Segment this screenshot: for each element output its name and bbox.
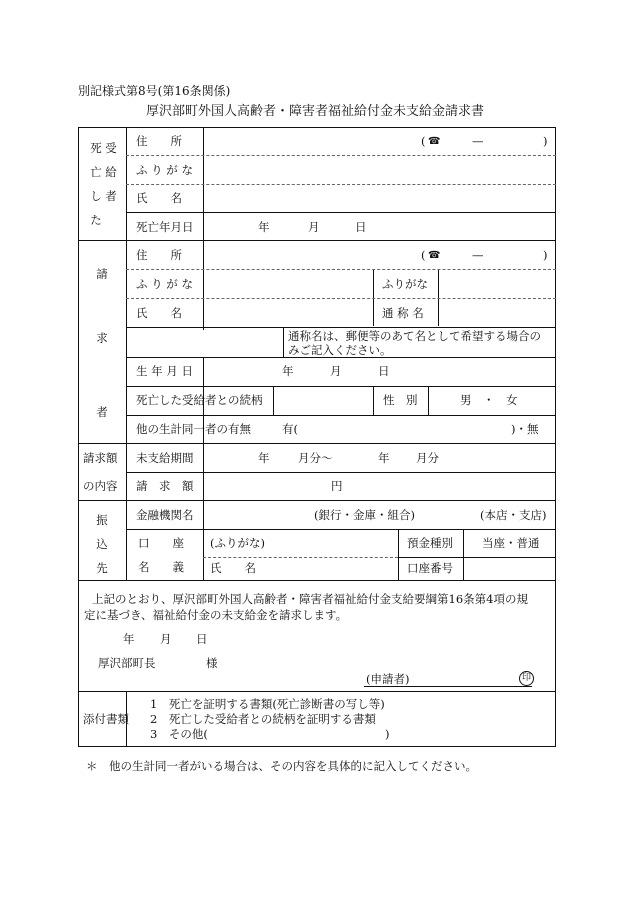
group-divider (126, 127, 127, 580)
deposit-type-label: 預金種別 (407, 536, 453, 550)
alias-furigana-field[interactable] (443, 276, 551, 292)
deceased-name-field[interactable] (208, 190, 548, 206)
phone-icon: ☎ (428, 136, 441, 147)
period-to-year: 年 (378, 451, 390, 465)
section-divider (78, 691, 556, 692)
yen-label: 円 (331, 479, 343, 493)
deceased-group-char: 受 (105, 141, 117, 155)
dashed-divider (126, 155, 556, 156)
period-to-month: 月分 (416, 451, 439, 465)
applicant-signature-field[interactable] (418, 671, 518, 687)
attachment-item: 3 その他( (150, 727, 208, 741)
addressee-honorific: 様 (206, 656, 218, 670)
phone-icon: ☎ (428, 250, 441, 261)
relation-field[interactable] (278, 392, 368, 408)
account-holder-label: 口 座 (138, 536, 184, 550)
birth-day-label: 日 (378, 364, 390, 378)
transfer-group-char: 先 (96, 561, 108, 575)
alias-label: 通 称 名 (382, 306, 424, 320)
label-divider (373, 386, 374, 415)
declaration-month: 月 (160, 632, 172, 646)
claim-form-table (78, 127, 556, 747)
claimant-group-char: 求 (96, 331, 108, 345)
deceased-group-char: 死 (90, 141, 102, 155)
form-title: 厚沢部町外国人高齢者・障害者福祉給付金未支給金請求書 (145, 104, 484, 119)
attachment-item: 1 死亡を証明する書類(死亡診断書の写し等) (150, 697, 385, 711)
dashed-divider (203, 557, 398, 558)
alias-note: 通称名は、郵便等のあて名として希望する場合の (288, 329, 541, 343)
bank-label: 金融機関名 (136, 508, 194, 522)
alias-field[interactable] (443, 305, 551, 321)
death-date-label: 死亡年月日 (136, 220, 194, 234)
period-from-year: 年 (258, 451, 270, 465)
deposit-type-options[interactable]: 当座・普通 (482, 536, 540, 550)
birth-month-label: 月 (330, 364, 342, 378)
attachment-item-close: ) (385, 727, 390, 741)
phone-open: ( (421, 134, 426, 148)
period-from-month: 月分〜 (298, 451, 333, 465)
claimant-group-char: 者 (96, 405, 108, 419)
seal-mark-icon: 印 (519, 671, 534, 686)
footnote: ＊ 他の生計同一者がいる場合は、その内容を具体的に記入してください。 (86, 759, 477, 773)
holder-name-field[interactable] (268, 560, 393, 576)
dashed-divider (126, 269, 556, 270)
section-divider (78, 443, 556, 444)
bank-type-options[interactable]: (銀行・金庫・組合) (314, 508, 415, 522)
phone-open: ( (421, 248, 426, 262)
section-divider (78, 240, 556, 241)
death-month-label: 月 (308, 220, 320, 234)
label-divider (398, 529, 399, 580)
sex-options[interactable]: 男 ・ 女 (460, 393, 518, 407)
claimant-address-field[interactable] (208, 248, 408, 264)
household-has-open[interactable]: 有( (282, 422, 298, 436)
account-number-label: 口座番号 (407, 561, 453, 575)
bank-name-field[interactable] (208, 507, 308, 523)
attachment-other-field[interactable] (228, 726, 378, 742)
claim-amount-field[interactable] (208, 478, 328, 494)
phone-close: ) (543, 134, 548, 148)
applicant-label: (申請者) (366, 672, 410, 686)
row-divider (126, 357, 556, 358)
deceased-group-char: 亡 (90, 165, 102, 179)
deceased-group-char: し (90, 189, 102, 203)
deceased-furigana-label: ふ り が な (136, 163, 193, 177)
claimant-name-field[interactable] (208, 305, 368, 321)
holder-name-label: 氏 名 (210, 561, 256, 575)
deceased-group-char: た (90, 213, 102, 227)
birth-date-label: 生 年 月 日 (136, 364, 193, 378)
label-divider (428, 386, 429, 415)
section-divider (78, 500, 556, 501)
label-divider (283, 328, 284, 357)
row-divider (126, 415, 556, 416)
transfer-group-char: 込 (96, 537, 108, 551)
deceased-group-char: 者 (105, 189, 117, 203)
claimant-furigana-label: ふ り が な (136, 277, 193, 291)
holder-furigana-label: (ふりがな) (210, 536, 265, 550)
household-label: 他の生計同一者の有無 (136, 422, 251, 436)
account-holder-label: 名 義 (138, 560, 184, 574)
row-divider (126, 212, 556, 213)
alias-note: みご記入ください。 (288, 343, 392, 357)
transfer-group-char: 振 (96, 513, 108, 527)
declaration-text: 定に基づき、福祉給付金の未支給金を請求します。 (84, 608, 348, 622)
deceased-name-label: 氏 名 (136, 191, 182, 205)
amount-group-label: 請求額 (83, 451, 118, 465)
deceased-group-char: 給 (105, 165, 117, 179)
amount-group-label: の内容 (83, 479, 118, 493)
label-divider (463, 529, 464, 580)
claimant-group-char: 請 (96, 267, 108, 281)
household-has-close[interactable]: )・無 (511, 422, 539, 436)
declaration-text: 上記のとおり、厚沢部町外国人高齢者・障害者福祉給付金支給要綱第16条第4項の規 (92, 592, 528, 606)
phone-close: ) (543, 248, 548, 262)
declaration-year: 年 (123, 632, 135, 646)
claimant-name-label: 氏 名 (136, 306, 182, 320)
sex-label: 性 別 (383, 393, 418, 407)
deceased-address-field[interactable] (208, 134, 408, 150)
dashed-divider (126, 184, 556, 185)
branch-type-options[interactable]: (本店・支店) (480, 508, 547, 522)
alias-furigana-label: ふりがな (382, 277, 428, 291)
row-divider (126, 386, 556, 387)
row-divider (126, 327, 556, 328)
attachments-label: 添付書類 (83, 712, 129, 726)
birth-year-label: 年 (282, 364, 294, 378)
section-divider (78, 580, 556, 581)
row-divider (126, 472, 556, 473)
row-divider (126, 529, 556, 530)
period-label: 未支給期間 (136, 451, 194, 465)
deceased-furigana-field[interactable] (208, 162, 548, 178)
deceased-address-label: 住 所 (136, 134, 182, 148)
phone-dash: — (472, 248, 484, 262)
claimant-furigana-field[interactable] (208, 276, 368, 292)
relation-label: 死亡した受給者との続柄 (136, 393, 263, 407)
claim-amount-label: 請 求 額 (136, 479, 194, 493)
label-divider (273, 386, 274, 415)
death-year-label: 年 (258, 220, 270, 234)
label-divider (203, 500, 204, 580)
declaration-day: 日 (196, 632, 208, 646)
label-divider (203, 240, 204, 330)
phone-dash: — (472, 134, 484, 148)
account-number-field[interactable] (468, 560, 552, 576)
form-reference: 別記様式第8号(第16条関係) (78, 84, 231, 98)
addressee: 厚沢部町長 (98, 656, 156, 670)
row-divider (398, 557, 556, 558)
attachment-item: 2 死亡した受給者との続柄を証明する書類 (150, 712, 376, 726)
claimant-address-label: 住 所 (136, 248, 182, 262)
dashed-divider (126, 298, 556, 299)
death-day-label: 日 (355, 220, 367, 234)
